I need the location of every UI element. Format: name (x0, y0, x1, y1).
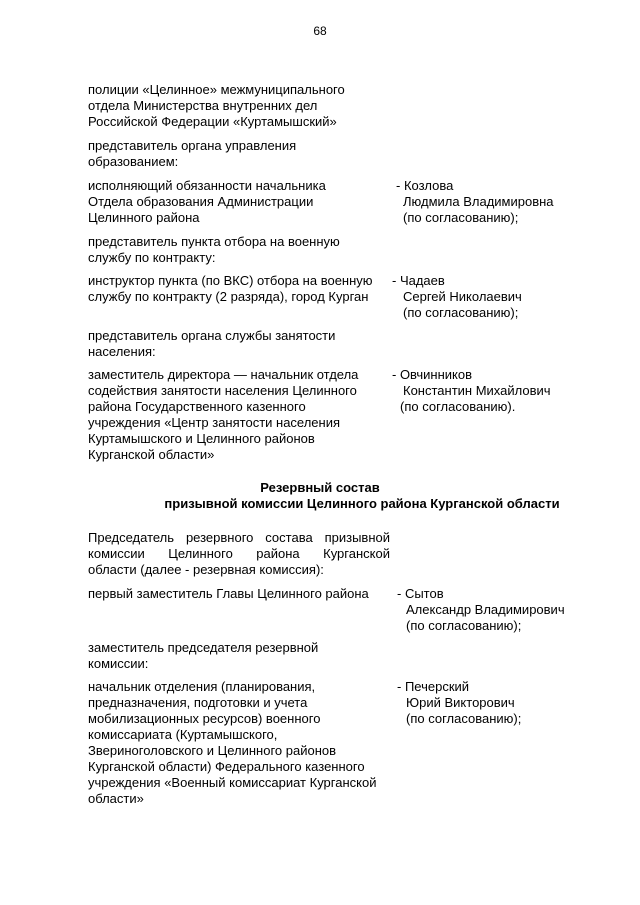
contract-person (392, 273, 522, 321)
person-surname: - Чадаев (392, 273, 445, 288)
reserve-first-person (397, 586, 565, 634)
person-note: (по согласованию). (400, 399, 516, 414)
person-name: Александр Владимирович (406, 602, 565, 617)
text-line: области» (88, 791, 144, 806)
education-heading (88, 138, 296, 170)
text-line: Куртамышского и Целинного районов (88, 431, 315, 446)
text-line: учреждения «Центр занятости населения (88, 415, 341, 430)
text-line: области (далее - резервная комиссия): (88, 562, 324, 577)
person-surname: - Козлова (396, 178, 454, 193)
text-line: исполняющий обязанности начальника (88, 178, 326, 193)
contract-heading (88, 234, 340, 266)
text-line: предназначения, подготовки и учета (88, 695, 308, 710)
page-number: 68 (313, 24, 327, 38)
text-line: Звериноголовского и Целинного районов (88, 743, 337, 758)
police-department-text (88, 82, 345, 130)
employment-position (88, 367, 358, 463)
reserve-chair (88, 530, 390, 578)
text-line: Курганской области» (88, 447, 215, 462)
text-line: представитель органа службы занятости (88, 328, 336, 343)
reserve-deputy-person (397, 679, 521, 727)
word: района (256, 546, 300, 561)
text-line: Курганской области) Федерального казенного (88, 759, 365, 774)
reserve-deputy-heading (88, 640, 318, 672)
text-line: первый заместитель Главы Целинного района (88, 586, 369, 601)
text-line: представитель органа управления (88, 138, 297, 153)
person-surname: - Овчинников (392, 367, 472, 382)
text-line: отдела Министерства внутренних дел (88, 98, 318, 113)
text-line: района Государственного казенного (88, 399, 306, 414)
person-note: (по согласованию); (406, 711, 522, 726)
contract-position (88, 273, 373, 305)
text-line: службу по контракту: (88, 250, 216, 265)
person-name: Константин Михайлович (403, 383, 551, 398)
text-line: населения: (88, 344, 156, 359)
person-note: (по согласованию); (403, 210, 519, 225)
employment-person (392, 367, 551, 415)
text-line: учреждения «Военный комиссариат Курганской (88, 775, 377, 790)
text-line: Целинного района (88, 210, 200, 225)
justified-line (88, 530, 390, 546)
reserve-title-line-2: призывной комиссии Целинного района Курганской области (164, 496, 560, 511)
text-line: мобилизационных ресурсов) военного (88, 711, 321, 726)
text-line: комиссариата (Куртамышского, (88, 727, 278, 742)
reserve-title-line-1: Резервный состав (260, 480, 380, 495)
word: Целинного (168, 546, 233, 561)
justified-line (88, 546, 390, 562)
reserve-deputy-position (88, 679, 376, 807)
person-note: (по согласованию); (403, 305, 519, 320)
person-name: Юрий Викторович (406, 695, 515, 710)
text-line: заместитель председателя резервной (88, 640, 319, 655)
word: комиссии (88, 546, 145, 561)
person-surname: - Печерский (397, 679, 470, 694)
word: Председатель (88, 530, 175, 545)
education-person (396, 178, 554, 226)
text-line: инструктор пункта (по ВКС) отбора на военную (88, 273, 373, 288)
text-line: заместитель директора — начальник отдела (88, 367, 359, 382)
person-name: Сергей Николаевич (403, 289, 522, 304)
person-note: (по согласованию); (406, 618, 522, 633)
text-line: Российской Федерации «Куртамышский» (88, 114, 337, 129)
education-position (88, 178, 326, 226)
word: призывной (324, 530, 390, 545)
text-line: образованием: (88, 154, 179, 169)
word: резервного (185, 530, 254, 545)
employment-heading (88, 328, 335, 360)
person-name: Людмила Владимировна (403, 194, 554, 209)
text-line: службу по контракту (2 разряда), город Курган (88, 289, 369, 304)
reserve-first-position (88, 586, 369, 602)
word: состава (265, 530, 313, 545)
text-line: комиссии: (88, 656, 149, 671)
person-surname: - Сытов (397, 586, 444, 601)
text-line: полиции «Целинное» межмуниципального (88, 82, 345, 97)
text-line: представитель пункта отбора на военную (88, 234, 340, 249)
text-line: содействия занятости населения Целинного (88, 383, 357, 398)
text-line: Отдела образования Администрации (88, 194, 314, 209)
text-line: начальник отделения (планирования, (88, 679, 316, 694)
word: Курганской (323, 546, 390, 561)
